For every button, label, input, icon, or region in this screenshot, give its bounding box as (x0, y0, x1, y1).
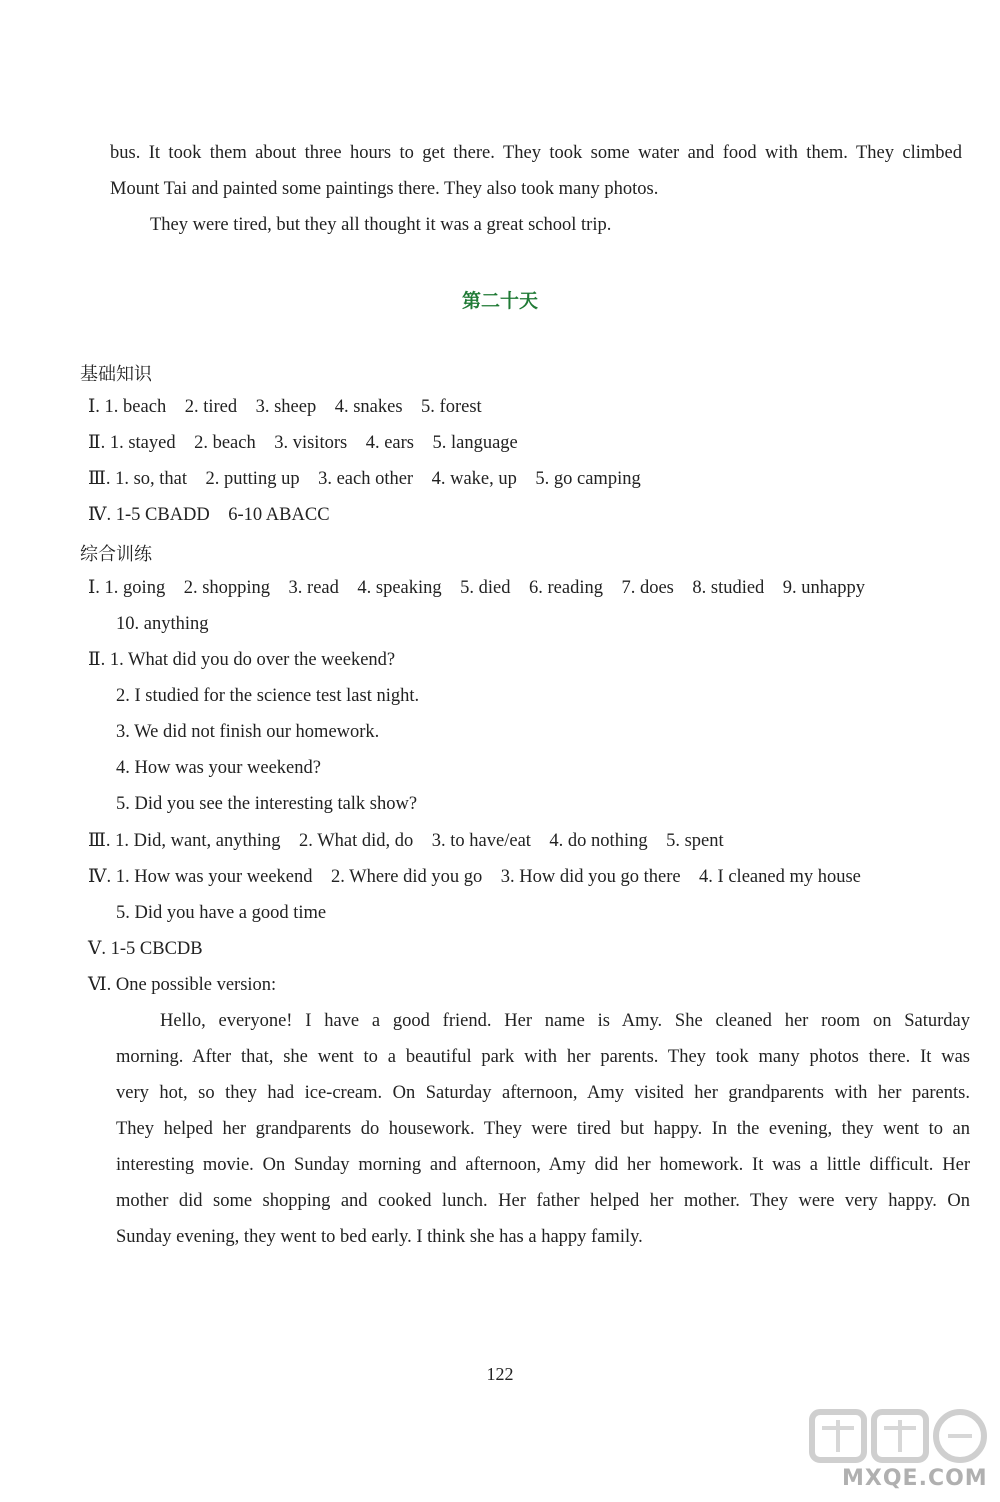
intro-line-3: They were tired, but they all thought it was a great school trip. (150, 215, 612, 235)
training-s3: Ⅲ. 1. Did, want, anything 2. What did, do 3. to have/eat 4. do nothing 5. spent (88, 831, 724, 851)
essay-line: Sunday evening, they went to bed early. I think she has a happy family. (116, 1227, 643, 1247)
essay-line: very hot, so they had ice-cream. On Saturday afternoon, Amy visited her grandparents with her parents. (116, 1083, 970, 1103)
essay-line: morning. After that, she went to a beautiful park with her parents. They took many photos there. It was (116, 1047, 970, 1067)
training-s4-line-1: Ⅳ. 1. How was your weekend 2. Where did you go 3. How did you go there 4. I cleaned my house (88, 867, 861, 887)
training-s5: Ⅴ. 1-5 CBCDB (88, 939, 203, 959)
training-s2-item: 4. How was your weekend? (116, 758, 321, 778)
training-s6-head: Ⅵ. One possible version: (88, 975, 277, 995)
basics-row-1: Ⅰ. 1. beach 2. tired 3. sheep 4. snakes 5. forest (88, 397, 482, 417)
intro-line-2: Mount Tai and painted some paintings there. They also took many photos. (110, 179, 659, 199)
section-heading-basics: 基础知识 (80, 364, 152, 385)
training-s2-head: Ⅱ. 1. What did you do over the weekend? (88, 650, 396, 670)
basics-row-4: Ⅳ. 1-5 CBADD 6-10 ABACC (88, 505, 330, 525)
watermark-text: MXQE.COM (842, 1466, 988, 1491)
essay-line: interesting movie. On Sunday morning and afternoon, Amy did her homework. It was a little difficult. Her (116, 1155, 970, 1175)
training-s1-line-2: 10. anything (116, 614, 209, 634)
training-s2-item: 3. We did not finish our homework. (116, 722, 380, 742)
basics-row-2: Ⅱ. 1. stayed 2. beach 3. visitors 4. ears 5. language (88, 433, 518, 453)
training-s4-line-2: 5. Did you have a good time (116, 903, 327, 923)
intro-line-1: bus. It took them about three hours to get there. They took some water and food with them. They climbed (110, 143, 962, 163)
day-title: 第二十天 (461, 290, 538, 312)
basics-row-3: Ⅲ. 1. so, that 2. putting up 3. each other 4. wake, up 5. go camping (88, 469, 641, 489)
training-s2-item: 2. I studied for the science test last night. (116, 686, 420, 706)
training-s2-item: 5. Did you see the interesting talk show? (116, 794, 418, 814)
page-number: 122 (486, 1364, 514, 1384)
essay-line: Hello, everyone! I have a good friend. Her name is Amy. She cleaned her room on Saturday (160, 1011, 970, 1031)
essay-line: mother did some shopping and cooked lunch. Her father helped her mother. They were very happy. On (116, 1191, 970, 1211)
training-s1-line-1: Ⅰ. 1. going 2. shopping 3. read 4. speaking 5. died 6. reading 7. does 8. studied 9. unhappy (88, 578, 866, 598)
essay-line: They helped her grandparents do housework. They were tired but happy. In the evening, they went to an (116, 1119, 970, 1139)
section-heading-training: 综合训练 (80, 544, 152, 565)
